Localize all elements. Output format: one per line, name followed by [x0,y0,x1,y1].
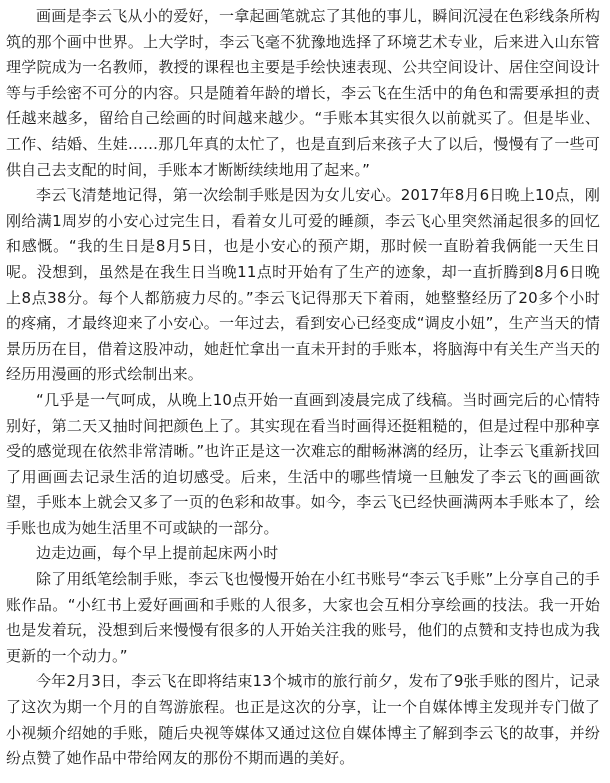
section-subheading: 边走边画，每个早上提前起床两小时 [36,544,279,563]
paragraph-drawing-session: “几乎是一气呵成，从晚上10点开始一直画到凌晨完成了线稿。当时画完后的心情特别好，第二天又抽时间把颜色上了。其实现在看当时画得还挺粗糙的，但是过程中那种享受的感觉现在依然非常清晰。”也许正是这一次难忘的酣畅淋漓的经历，让李云飞重新找回了用画画去记录生活的迫切感受。后来，生活中的哪些情境一旦触发了李云飞的画画欲望，手账本上就会又多了一页的色彩和故事。如今，李云飞已经快画满两本手账本了，绘手账也成为她生活里不可或缺的一部分。 [6,390,600,537]
paragraph-road-trip: 今年2月3日，李云飞在即将结束13个城市的旅行前夕，发布了9张手账的图片，记录了这次为期一个月的自驾游旅程。也正是这次的分享，让一个自媒体博主发现并专门做了小视频介绍她的手账，随后央视等媒体又通过这位自媒体博主了解到李云飞的故事，并纷纷点赞了她作品中带给网友的那份不期而遇的美好。 [6,672,600,768]
paragraph-intro: 画画是李云飞从小的爱好，一拿起画笔就忘了其他的事儿，瞬间沉浸在色彩线条所构筑的那个画中世界。上大学时，李云飞毫不犹豫地选择了环境艺术专业，后来进入山东管理学院成为一名教师，教授的课程也主要是手绘快速表现、公共空间设计、居住空间设计等与手绘密不可分的内容。只是随着年龄的增长，李云飞在生活中的角色和需要承担的责任越来越多，留给自己绘画的时间越来越少。“手账本其实很久以前就买了。但是毕业、工作、结婚、生娃……那几年真的太忙了，也是直到后来孩子大了以后，慢慢有了一些可供自己去支配的时间，手账本才断断续续地用了起来。” [6,7,600,179]
paragraph-first-journal: 李云飞清楚地记得，第一次绘制手账是因为女儿安心。2017年8月6日晚上10点，刚刚给满1周岁的小安心过完生日，看着女儿可爱的睡颜，李云飞心里突然涌起很多的回忆和感慨。“我的生日是8月5日，也是小安心的预产期，那时候一直盼着我俩能一天生日呢。没想到，虽然是在我生日当晚11点时开始有了生产的迹象，却一直折腾到8月6日晚上8点38分。每个人都筋疲力尽的。”李云飞记得那天下着雨，她整整经历了20多个小时的疼痛，才最终迎来了小安心。一年过去，看到安心已经变成“调皮小妞”，生产当天的情景历历在目，借着这股冲动，她赶忙拿出一直未开封的手账本，将脑海中有关生产当天的经历用漫画的形式绘制出来。 [6,186,600,384]
article-body [6,4,600,772]
paragraph-xiaohongshu: 除了用纸笔绘制手账，李云飞也慢慢开始在小红书账号“李云飞手账”上分享自己的手账作品。“小红书上爱好画画和手账的人很多，大家也会互相分享绘画的技法。我一开始也是发着玩，没想到后来慢慢有很多的人开始关注我的账号，他们的点赞和支持也成为我更新的一个动力。” [6,570,600,665]
